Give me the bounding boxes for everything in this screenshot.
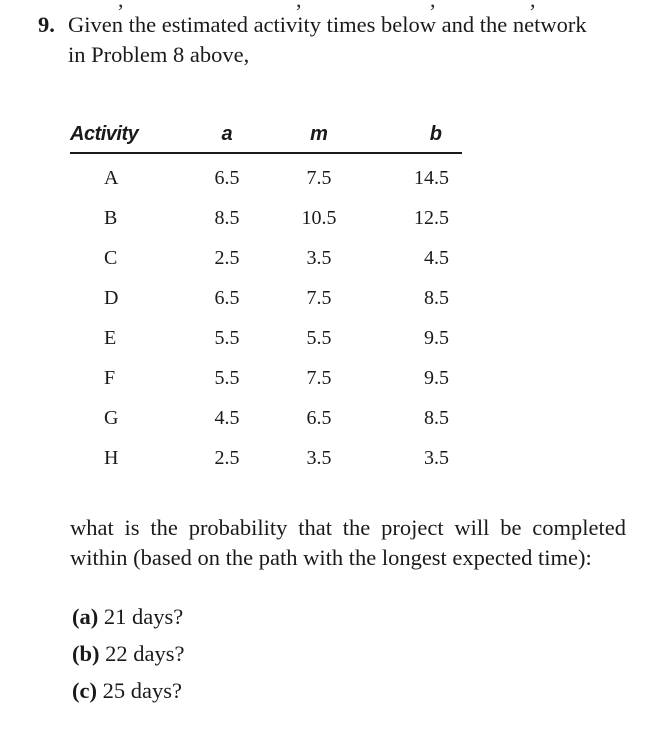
a-value-cell: 2.5: [214, 446, 240, 469]
part-text: 22 days?: [105, 641, 185, 666]
table-row: [70, 438, 462, 478]
b-value-cell: 14.5: [414, 166, 449, 189]
activity-cell: C: [104, 246, 118, 269]
m-value-cell: 3.5: [306, 246, 332, 269]
question-part-b: [72, 639, 184, 676]
part-text: 21 days?: [103, 604, 184, 629]
question-parts: [72, 602, 184, 713]
activity-cell: E: [104, 326, 117, 349]
header-b: b: [368, 116, 462, 153]
b-value-cell: 12.5: [414, 206, 449, 229]
b-value-cell: 9.5: [424, 326, 449, 349]
b-value-cell: 8.5: [424, 406, 449, 429]
b-value-cell: 3.5: [424, 446, 449, 469]
activity-cell: F: [104, 366, 116, 389]
b-value-cell: 8.5: [424, 286, 449, 309]
b-value-cell: 4.5: [424, 246, 449, 269]
a-value-cell: 8.5: [214, 206, 240, 229]
activity-cell: D: [104, 286, 119, 309]
m-value-cell: 10.5: [301, 206, 337, 229]
header-a: a: [174, 116, 270, 153]
problem-intro-line2: in Problem 8 above,: [68, 42, 250, 67]
problem-statement: [38, 10, 638, 70]
problem-intro-line1: Given the estimated activity times below and the network: [68, 12, 587, 37]
m-value-cell: 5.5: [306, 326, 332, 349]
m-value-cell: 7.5: [306, 166, 332, 189]
activity-times-table: [70, 116, 462, 478]
activity-cell: A: [104, 166, 119, 189]
a-value-cell: 6.5: [214, 166, 240, 189]
question-part-a: [72, 602, 184, 639]
a-value-cell: 5.5: [214, 366, 240, 389]
activity-cell: H: [104, 446, 119, 469]
part-label: (a): [72, 604, 99, 629]
table-header-row: [70, 116, 462, 153]
header-activity: Activity: [70, 116, 174, 153]
b-value-cell: 9.5: [424, 366, 449, 389]
question-part-c: [72, 676, 184, 713]
a-value-cell: 5.5: [214, 326, 240, 349]
activity-cell: G: [104, 406, 119, 429]
activity-cell: B: [104, 206, 118, 229]
problem-number: 9.: [38, 12, 55, 37]
a-value-cell: 6.5: [214, 286, 240, 309]
a-value-cell: 2.5: [214, 246, 240, 269]
table-row: [70, 398, 462, 438]
question-text: what is the probability that the project will be completed within (based on the path with the longest expected time):: [70, 515, 626, 570]
m-value-cell: 7.5: [306, 366, 332, 389]
previous-text-fragment: [0, 0, 663, 6]
a-value-cell: 4.5: [214, 406, 240, 429]
part-label: (c): [72, 678, 97, 703]
table-row: [70, 318, 462, 358]
part-text: 25 days?: [102, 678, 182, 703]
table-row: [70, 238, 462, 278]
m-value-cell: 3.5: [306, 446, 332, 469]
part-label: (b): [72, 641, 100, 666]
m-value-cell: 7.5: [306, 286, 332, 309]
table-row: [70, 198, 462, 238]
table-row: [70, 278, 462, 318]
table-row: [70, 153, 462, 198]
header-m: m: [270, 116, 368, 153]
m-value-cell: 6.5: [306, 406, 332, 429]
table-row: [70, 358, 462, 398]
